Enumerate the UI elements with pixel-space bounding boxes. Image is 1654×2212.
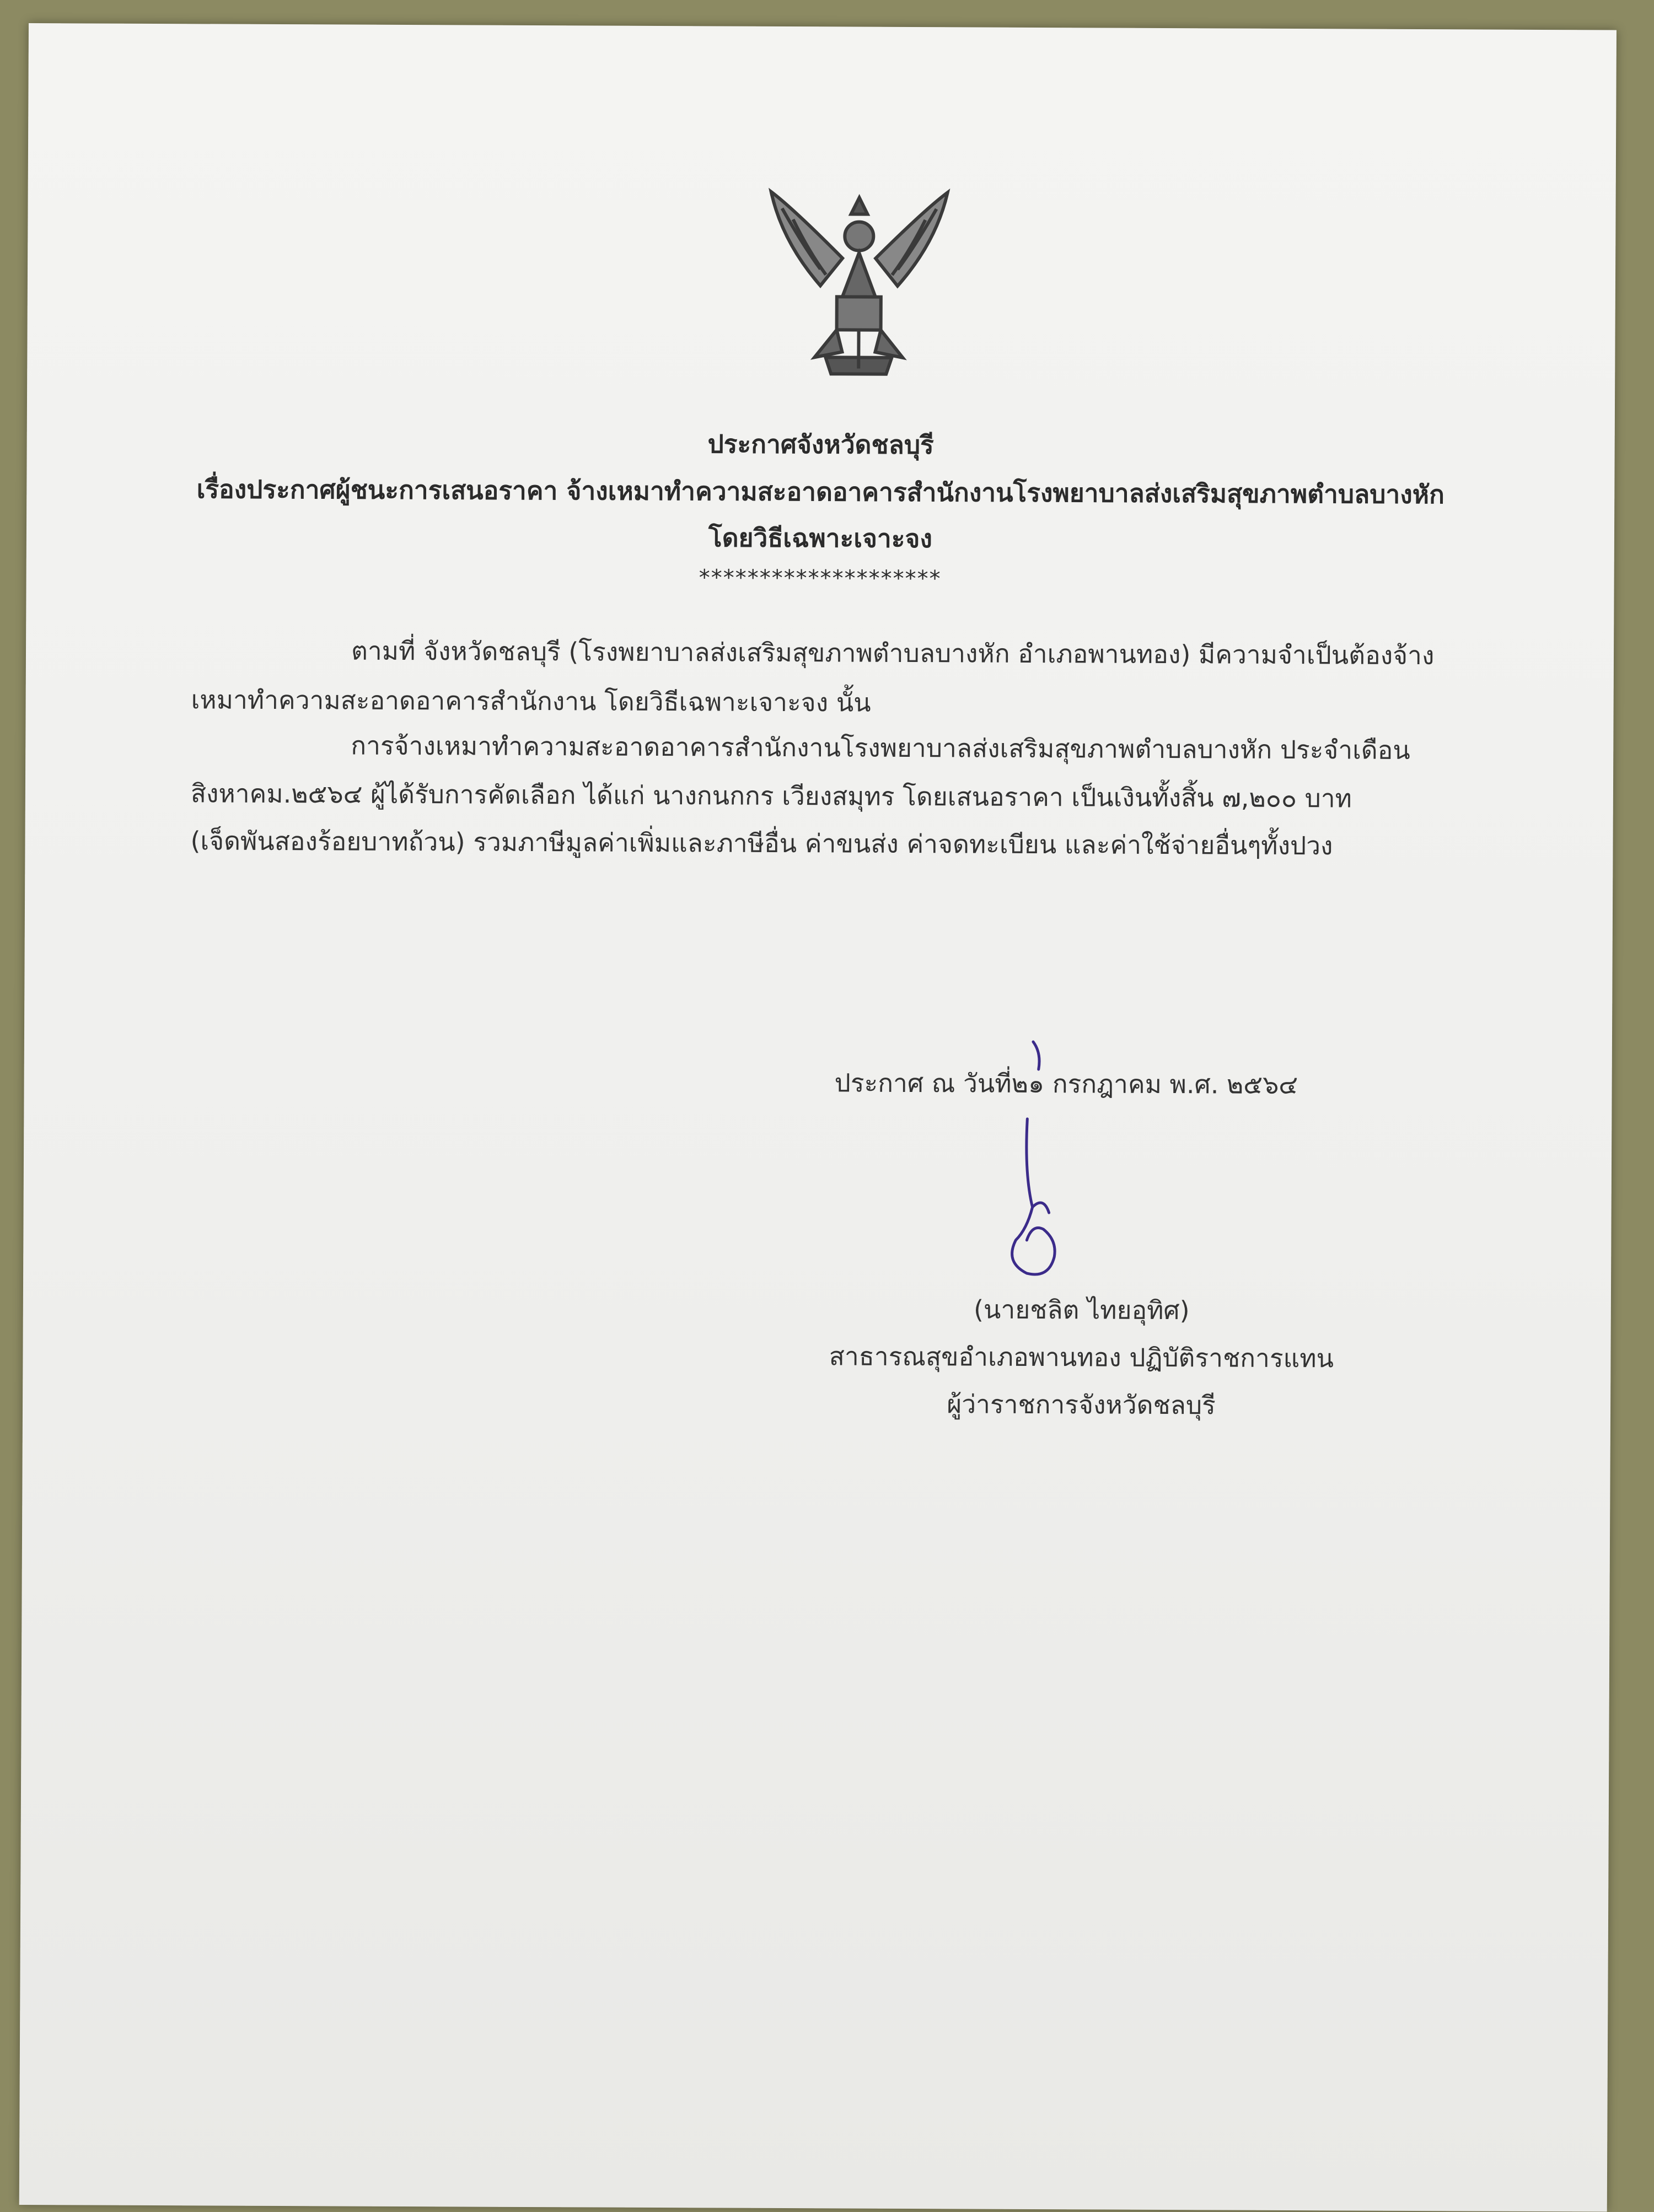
title-separator: ******************** bbox=[699, 565, 942, 592]
signer-name: (นายชลิต ไทยอุทิศ) bbox=[973, 1294, 1190, 1326]
document-method: โดยวิธีเฉพาะเจาะจง bbox=[708, 523, 933, 554]
handwritten-signature-icon bbox=[994, 1031, 1094, 1285]
document-page bbox=[19, 23, 1617, 2212]
document-title: ประกาศจังหวัดชลบุรี bbox=[707, 429, 934, 460]
signer-position: สาธารณสุขอำเภอพานทอง ปฏิบัติราชการแทน bbox=[829, 1341, 1334, 1374]
document-subject: เรื่องประกาศผู้ชนะการเสนอราคา จ้างเหมาทำความสะอาดอาคารสำนักงานโรงพยาบาลส่งเสริมสุขภาพตำบลบางหัก bbox=[196, 474, 1445, 510]
paragraph2-line3: (เจ็ดพันสองร้อยบาทถ้วน) รวมภาษีมูลค่าเพิ่มและภาษีอื่น ค่าขนส่ง ค่าจดทะเบียน และค่าใช้จ่ายอื่นๆทั้งปวง bbox=[190, 826, 1333, 861]
paragraph1-line2: เหมาทำความสะอาดอาคารสำนักงาน โดยวิธีเฉพาะเจาะจง นั้น bbox=[191, 685, 871, 718]
paragraph1-line1: ตามที่ จังหวัดชลบุรี (โรงพยาบาลส่งเสริมสุขภาพตำบลบางหัก อำเภอพานทอง) มีความจำเป็นต้องจ้าง bbox=[351, 636, 1435, 671]
signer-authority: ผู้ว่าราชการจังหวัดชลบุรี bbox=[947, 1389, 1216, 1420]
paragraph2-line1: การจ้างเหมาทำความสะอาดอาคารสำนักงานโรงพยาบาลส่งเสริมสุขภาพตำบลบางหัก ประจำเดือน bbox=[351, 730, 1410, 765]
paragraph2-line2: สิงหาคม.๒๕๖๔ ผู้ได้รับการคัดเลือก ได้แก่ นางกนกกร เวียงสมุทร โดยเสนอราคา เป็นเงินทั้งสิ้น ๗,๒๐๐ บาท bbox=[190, 778, 1352, 814]
garuda-emblem-icon bbox=[759, 175, 959, 386]
announcement-date: ประกาศ ณ วันที่๒๑ กรกฎาคม พ.ศ. ๒๕๖๔ bbox=[834, 1068, 1298, 1100]
